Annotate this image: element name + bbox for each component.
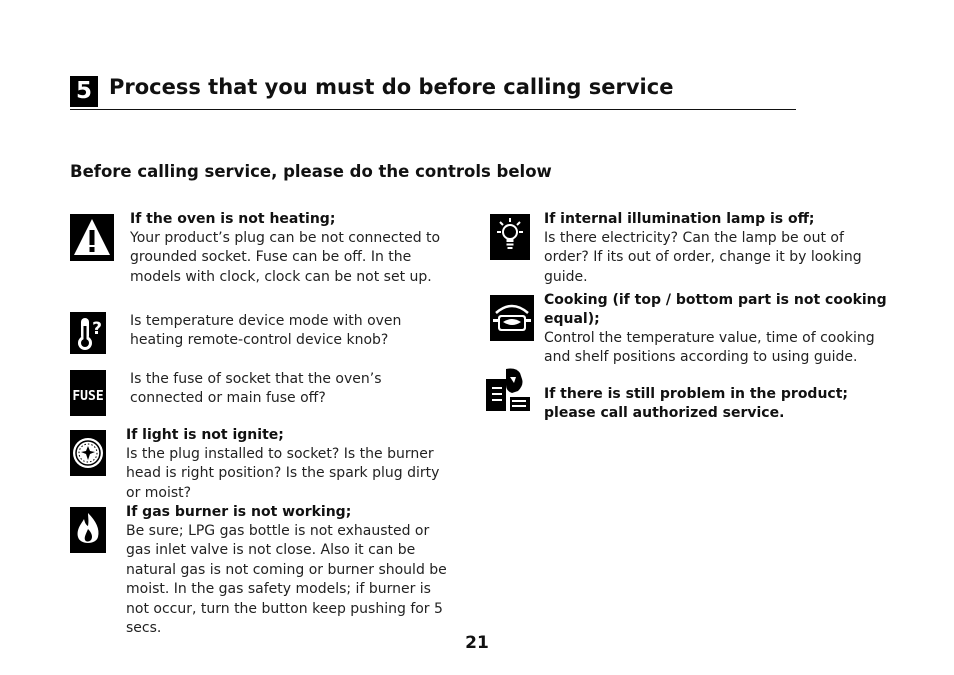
page-number: 21	[465, 633, 489, 653]
page-title: Process that you must do before calling service	[109, 75, 674, 99]
list-item-cooking-unequal	[490, 292, 890, 371]
fuse-icon-text: FUSE	[72, 389, 104, 404]
list-item-light-not-ignite	[70, 427, 450, 501]
svg-text:?: ?	[92, 319, 102, 339]
item-title: If there is still problem in the product; please call authorized service.	[544, 386, 849, 421]
item-body: Your product’s plug can be not connected to grounded socket. Fuse can be off. In the models with clock, clock can be not set up.	[130, 230, 441, 285]
list-item-gas-burner	[70, 504, 450, 637]
list-item-fuse	[70, 370, 450, 416]
subtitle: Before calling service, please do the controls below	[70, 162, 552, 181]
item-body: Is the plug installed to socket? Is the burner head is right position? Is the spark plug dirty or moist?	[126, 446, 440, 501]
fuse-icon	[70, 370, 106, 416]
item-title: If gas burner is not working;	[126, 504, 352, 520]
thermometer-question-icon	[70, 312, 106, 354]
item-title: Cooking (if top / bottom part is not cooking equal);	[544, 292, 887, 327]
item-body: Is temperature device mode with oven heating remote-control device knob?	[130, 313, 402, 349]
list-item-call-service	[486, 367, 886, 427]
item-body: Be sure; LPG gas bottle is not exhausted or gas inlet valve is not close. Also it can be natural gas is not coming or burner should be moist. In the gas safety models; if burner is not occur, turn the button keep pushing for 5 secs.	[126, 523, 447, 637]
igniter-icon	[70, 430, 106, 476]
item-title: If internal illumination lamp is off;	[544, 211, 815, 227]
item-body: Is there electricity? Can the lamp be out of order? If its out of order, change it by looking guide.	[544, 230, 862, 285]
item-body: Is the fuse of socket that the oven’s connected or main fuse off?	[130, 371, 382, 407]
service-phone-icon	[486, 367, 532, 413]
item-title: If the oven is not heating;	[130, 211, 336, 227]
item-title: If light is not ignite;	[126, 427, 284, 443]
section-number: 5	[70, 76, 98, 107]
list-item-lamp-off	[490, 211, 890, 285]
list-item-oven-not-heating	[70, 211, 450, 294]
gas-flame-icon	[70, 507, 106, 553]
lamp-icon	[490, 214, 530, 260]
list-item-temperature-mode	[70, 312, 450, 356]
item-body: Control the temperature value, time of cooking and shelf positions according to using guide.	[544, 330, 875, 366]
warning-icon	[70, 214, 114, 261]
cooking-pot-icon	[490, 295, 534, 341]
section-header	[70, 72, 796, 110]
